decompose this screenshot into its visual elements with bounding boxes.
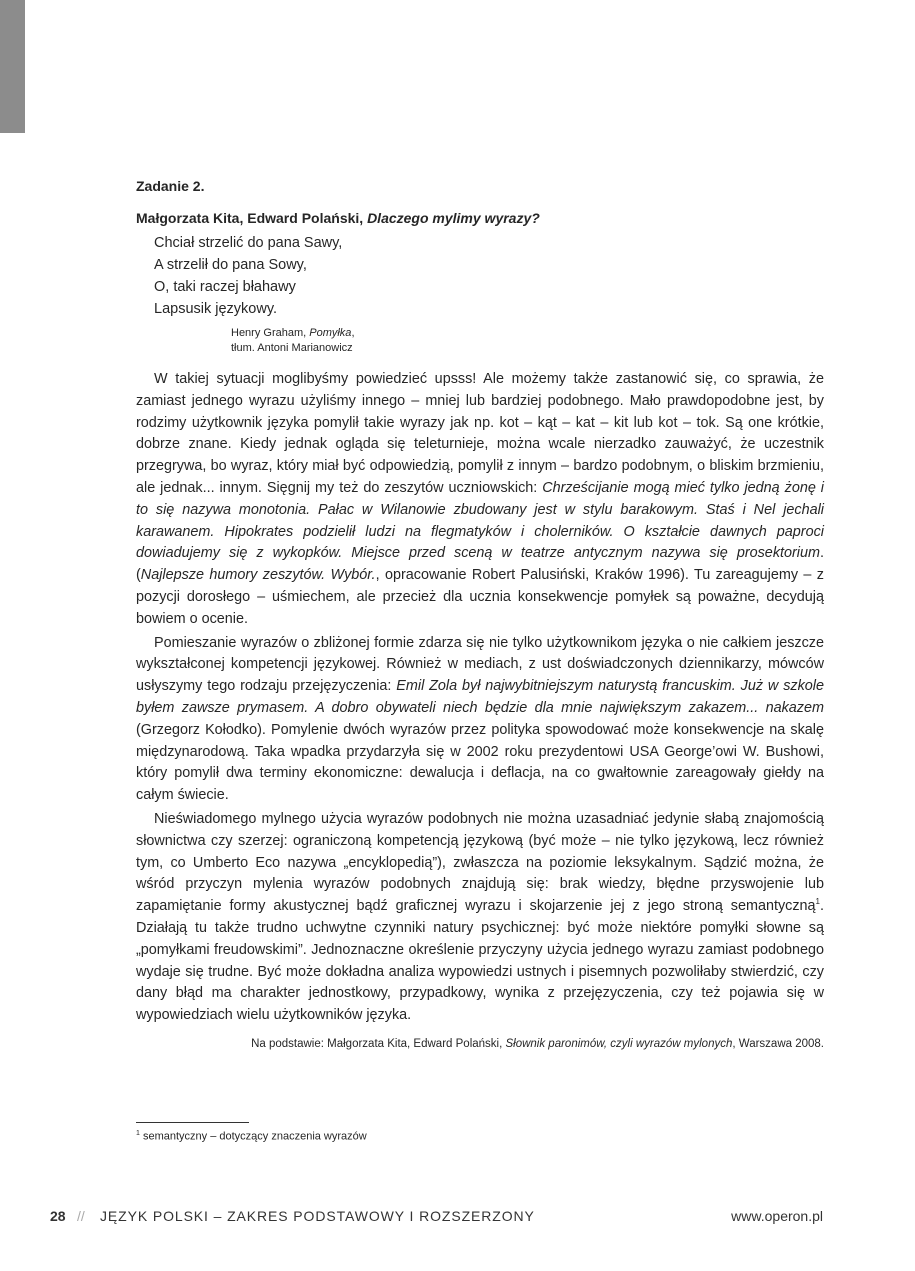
poem-line: Lapsusik językowy. — [154, 301, 278, 317]
text-run: (Grzegorz Kołodko). Pomylenie dwóch wyrazów przez polityka spowodować może konsekwencje na skalę międzynarodową. Taka wpadka przydarzyła się w 2002 roku prezydentowi USA George’owi W. Bushowi, który pomylił dwa terminy ekonomiczne: dewalucja i deflacja, na co gwałtownie zareagowały giełdy na całym świecie. — [136, 721, 824, 804]
poem-work: Pomyłka — [309, 327, 352, 339]
source-authors: Małgorzata Kita, Edward Polański, — [136, 210, 368, 226]
footer-site: www.operon.pl — [731, 1208, 823, 1224]
text-run: . ( — [136, 545, 824, 584]
footer-subject: JĘZYK POLSKI – ZAKRES PODSTAWOWY I ROZSZERZONY — [100, 1208, 535, 1224]
page-footer — [50, 1208, 823, 1228]
text-run-italic: Emil Zola był najwybitniejszym naturystą francuskim. Już w szkole byłem zawsze prymasem. A dobro obywateli niech będzie dla mnie największym zakazem... nakazem — [136, 678, 824, 716]
text-run: Pomieszanie wyrazów o zbliżonej formie zdarza się nie tylko użytkownikom języka o nie całkiem jeszcze wykształconej kompetencji językowej. Również w mediach, z ust doświadczonych dziennikarzy, mówców usłyszymy tego rodzaju przejęzyczenia: — [136, 634, 824, 695]
paragraph-1 — [136, 369, 824, 631]
source-note — [136, 1036, 824, 1052]
poem — [154, 232, 824, 356]
poem-author-line — [231, 326, 824, 341]
footnote-ref: 1 — [815, 897, 820, 907]
page-number: 28 — [50, 1208, 66, 1224]
page-edge-tab — [0, 0, 25, 133]
poem-author: Henry Graham, — [231, 327, 310, 339]
text-run-italic: Najlepsze humory zeszytów. Wybór. — [140, 567, 376, 584]
text-run: , opracowanie Robert Palusiński, Kraków 1996). Tu zareagujemy – z pozycji dorosłego – uśmiechem, ale przecież dla ucznia konsekwencje pomyłek są poważne, decydują bowiem o ocenie. — [136, 567, 825, 627]
footnote — [136, 1126, 367, 1145]
text-run: . Działają tu także trudno uchwytne czynniki natury psychicznej: być może niektóre pomyłki słowne są „pomyłkami freudowskimi”. Jednoznaczne określenie przyczyny użycia jednego wyrazu zamiast podobnego wydaje się trudne. Być może dokładna analiza wypowiedzi ustnych i pisemnych pozwoliłaby stwierdzić, czy dany błąd ma charakter jednostkowy, przypadkowy, wynika z przejęzyczenia, czy też pojawia się w wypowiedziach wielu użytkowników języka. — [136, 898, 824, 1024]
source-note-title: Słownik paronimów, czyli wyrazów mylonych — [505, 1037, 733, 1050]
footnote-text: semantyczny – dotyczący znaczenia wyrazów — [139, 1130, 367, 1143]
paragraph-3 — [136, 809, 824, 1027]
task-title: Zadanie 2. — [136, 178, 205, 194]
poem-comma: , — [351, 327, 355, 339]
footnote-number: 1 — [136, 1130, 140, 1137]
article-body — [136, 369, 824, 1027]
footer-separator: // — [77, 1208, 85, 1224]
main-content — [136, 176, 824, 1052]
source-title — [136, 208, 824, 228]
poem-line: Chciał strzelić do pana Sawy, — [154, 235, 343, 251]
source-note-suffix: , Warszawa 2008. — [732, 1037, 824, 1050]
paragraph-2 — [136, 633, 824, 807]
source-note-prefix: Na podstawie: Małgorzata Kita, Edward Polański, — [251, 1037, 506, 1050]
text-run: W takiej sytuacji moglibyśmy powiedzieć upsss! Ale możemy także zastanowić się, co sprawia, że zamiast jednego wyrazu użyliśmy innego – mniej lub bardziej podobnego. Mało prawdopodobne jest, by rodzimy użytkownik języka pomylił takie wyrazy jak np. kot – kąt – kat – kit lub kot – tok. Są one krótkie, dobrze znane. Kiedy jednak ogląda się teleturnieje, można wcale nierzadko zauważyć, że uczestnik przegrywa, bo wyraz, który miał być odpowiedzią, pomylił z innym – bardzo podobnym, o bliskim brzmieniu, ale jednak... innym. Sięgnij my też do zeszytów uczniowskich: — [136, 371, 824, 496]
text-run-italic: Chrześcijanie mogą mieć tylko jedną żonę i to się nazywa monotonia. Pałac w Wilanowie zbudowany jest w stylu barakowym. Staś i Nel jechali karawanem. Hipokrates podzielił ludzi na flegmatyków i cholerników. O kształcie dawnych paproci dowiadujemy się z wykopków. Miejsce przed sceną w teatrze antycznym nazywa się prosektorium — [136, 479, 824, 562]
source-article-title: Dlaczego mylimy wyrazy? — [367, 210, 540, 226]
poem-translator: tłum. Antoni Marianowicz — [231, 342, 353, 354]
poem-line: A strzelił do pana Sowy, — [154, 257, 307, 273]
footnote-divider — [136, 1122, 249, 1123]
text-run: Nieświadomego mylnego użycia wyrazów podobnych nie można uzasadniać jedynie słabą znajomością słownictwa czy szerzej: ograniczoną kompetencją językową (być może – nie tylko językową, lecz również tym, co Umberto Eco nazywa „encyklopedią”), zwłaszcza na poziomie leksykalnym. Sądzić można, że wśród przyczyn mylenia wyrazów podobnych znajdują się: brak wiedzy, błędne przyswojenie lub zapamiętanie formy akustycznej bądź graficznej wyrazu i skojarzenie jej z jego stroną semantyczną — [136, 810, 824, 915]
poem-line: O, taki raczej błahawy — [154, 279, 296, 295]
poem-attribution — [231, 326, 824, 356]
